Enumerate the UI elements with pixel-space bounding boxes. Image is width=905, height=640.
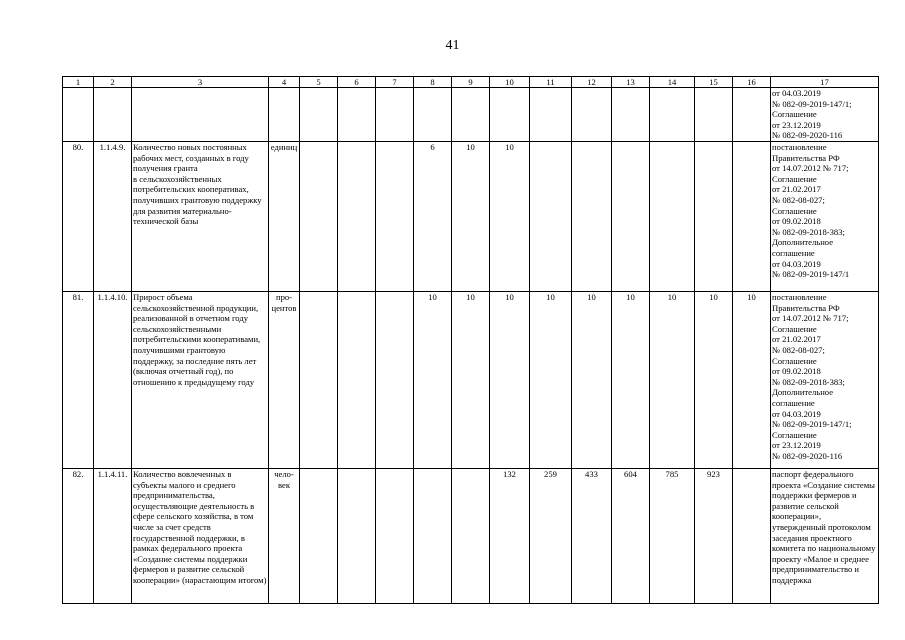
table-row [63, 469, 879, 604]
value-cell [452, 469, 490, 604]
table-cell [695, 88, 733, 142]
value-cell: 10 [695, 292, 733, 469]
table-row [63, 292, 879, 469]
basis-document: постановление Правительства РФ от 14.07.2012 № 717; Соглашение от 21.02.2017 № 082-08-027; Соглашение от 09.02.2018 № 082-09-2018-383; Дополнительное соглашение от 04.03.2019 № 082-09-2019-147/1 [771, 142, 879, 292]
value-cell [300, 142, 338, 292]
unit: про- центов [269, 292, 300, 469]
value-cell: 10 [452, 142, 490, 292]
header-cell: 7 [376, 77, 414, 88]
value-cell [612, 142, 650, 292]
table-cell [376, 88, 414, 142]
value-cell [695, 142, 733, 292]
value-cell [733, 469, 771, 604]
value-cell: 604 [612, 469, 650, 604]
header-cell: 13 [612, 77, 650, 88]
table-cell [132, 88, 269, 142]
value-cell: 10 [530, 292, 572, 469]
indicator-name: Прирост объема сельскохозяйственной продукции, реализованной в отчетном году сельскохозяйственными потребительскими кооперативами, получившими грантовую поддержку, за последние пять лет (включая отчетный год), по отношению к предыдущему году [132, 292, 269, 469]
indicator-name: Количество вовлеченных в субъекты малого и среднего предпринимательства, осуществляющие деятельность в сфере сельского хозяйства, в том числе за счет средств государственной поддержки, в рамках федерального проекта «Создание системы поддержки фермеров и развитие сельской кооперации» (нарастающим итогом) [132, 469, 269, 604]
table-cell [733, 88, 771, 142]
value-cell [650, 142, 695, 292]
value-cell: 10 [733, 292, 771, 469]
header-cell: 16 [733, 77, 771, 88]
value-cell: 6 [414, 142, 452, 292]
header-cell: 9 [452, 77, 490, 88]
value-cell [733, 142, 771, 292]
table-cell [414, 88, 452, 142]
value-cell: 433 [572, 469, 612, 604]
indicator-name: Количество новых постоянных рабочих мест, созданных в году получения гранта в сельскохозяйственных потребительских кооперативах, получивших грантовую поддержку для развития материально-технической базы [132, 142, 269, 292]
page-number: 41 [445, 38, 460, 53]
value-cell: 259 [530, 469, 572, 604]
value-cell [376, 469, 414, 604]
header-cell: 17 [771, 77, 879, 88]
table-cell [94, 88, 132, 142]
value-cell: 10 [490, 292, 530, 469]
table-cell [572, 88, 612, 142]
indicator-code: 1.1.4.9. [94, 142, 132, 292]
value-cell [300, 292, 338, 469]
table-cell [530, 88, 572, 142]
row-number: 82. [63, 469, 94, 604]
table-cell [490, 88, 530, 142]
value-cell: 10 [612, 292, 650, 469]
header-cell: 6 [338, 77, 376, 88]
indicator-code: 1.1.4.10. [94, 292, 132, 469]
table-cell [269, 88, 300, 142]
value-cell [300, 469, 338, 604]
value-cell [572, 142, 612, 292]
table-cell [338, 88, 376, 142]
value-cell: 10 [414, 292, 452, 469]
value-cell [338, 469, 376, 604]
table-row [63, 88, 879, 142]
header-cell: 12 [572, 77, 612, 88]
basis-document: постановление Правительства РФ от 14.07.2012 № 717; Соглашение от 21.02.2017 № 082-08-027; Соглашение от 09.02.2018 № 082-09-2018-383; Дополнительное соглашение от 04.03.2019 № 082-09-2019-147/1; Соглашение от 23.12.2019 № 082-09-2020-116 [771, 292, 879, 469]
header-cell: 15 [695, 77, 733, 88]
table-cell [452, 88, 490, 142]
indicator-code: 1.1.4.11. [94, 469, 132, 604]
value-cell [414, 469, 452, 604]
header-cell: 4 [269, 77, 300, 88]
value-cell: 923 [695, 469, 733, 604]
table-cell [612, 88, 650, 142]
value-cell [338, 142, 376, 292]
unit: единиц [269, 142, 300, 292]
header-cell: 11 [530, 77, 572, 88]
header-cell: 14 [650, 77, 695, 88]
table-cell [300, 88, 338, 142]
value-cell [530, 142, 572, 292]
header-row [63, 77, 879, 88]
row-number: 80. [63, 142, 94, 292]
value-cell: 10 [650, 292, 695, 469]
table-row [63, 142, 879, 292]
header-cell: 3 [132, 77, 269, 88]
table-cell [650, 88, 695, 142]
value-cell: 10 [490, 142, 530, 292]
row-number: 81. [63, 292, 94, 469]
unit: чело- век [269, 469, 300, 604]
value-cell: 10 [572, 292, 612, 469]
value-cell [338, 292, 376, 469]
value-cell: 10 [452, 292, 490, 469]
header-cell: 10 [490, 77, 530, 88]
header-cell: 2 [94, 77, 132, 88]
indicators-table [62, 76, 879, 604]
basis-document: от 04.03.2019 № 082-09-2019-147/1; Соглашение от 23.12.2019 № 082-09-2020-116 [771, 88, 879, 142]
header-cell: 1 [63, 77, 94, 88]
value-cell [376, 292, 414, 469]
value-cell: 132 [490, 469, 530, 604]
basis-document: паспорт федерального проекта «Создание системы поддержки фермеров и развитие сельской кооперации», утвержденный протоколом заседания проектного комитета по национальному проекту «Малое и среднее предпринимательство и поддержка [771, 469, 879, 604]
table-cell [63, 88, 94, 142]
value-cell [376, 142, 414, 292]
header-cell: 8 [414, 77, 452, 88]
header-cell: 5 [300, 77, 338, 88]
value-cell: 785 [650, 469, 695, 604]
